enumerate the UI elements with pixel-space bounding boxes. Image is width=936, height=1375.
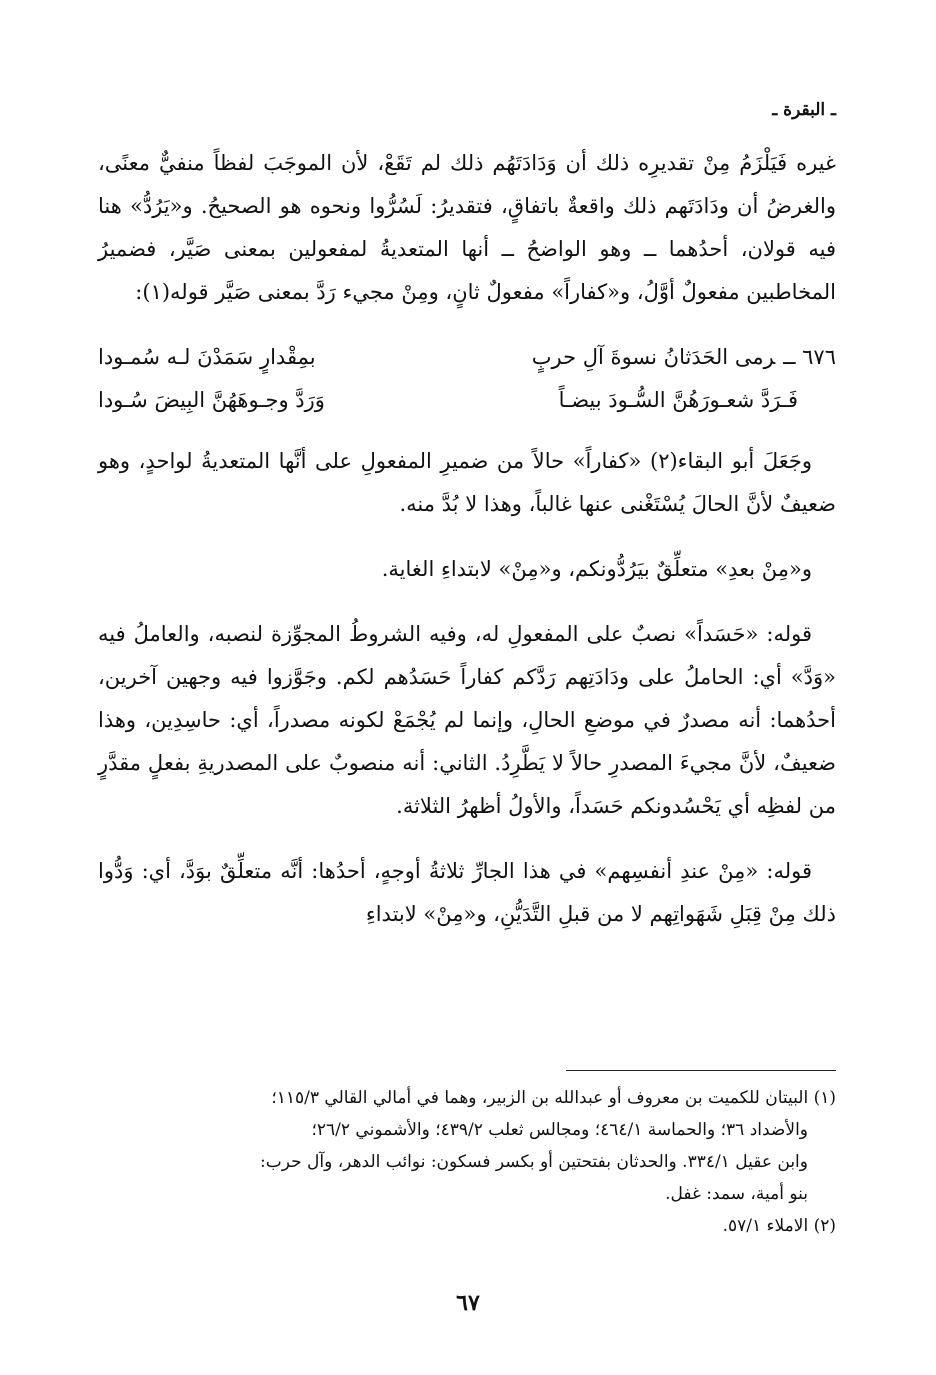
footnote-1-line-1: (١) البيتان للكميت بن معروف أو عبدالله بن الزبير، وهما في أمالي القالي ١١٥/٣؛	[271, 1088, 836, 1108]
footnotes	[98, 1082, 836, 1242]
paragraph-1: غيره فَيَلْزَمُ مِنْ تقديرِه ذلك أن وَدَادَتَهُم ذلك لم تَقَعْ، لأن الموجَبَ لفظاً منفيٌّ معنًى، والغرضُ أن ودَادَتَهم ذلك واقعةٌ باتفاقٍ، فتقديرُ: لَسُرُّوا ونحوه هو الصحيحُ. و«يَرُدُّ» هنا فيه قولان، أحدُهما ــ وهو الواضحُ ــ أنها المتعديةُ لمفعولين بمعنى صَيَّر، فضميرُ المخاطبين مفعولٌ أوَّلُ، و«كفاراً» مفعولٌ ثانٍ، ومِنْ مجيء رَدَّ بمعنى صَيَّر قوله(١):	[98, 151, 836, 304]
footnote-1-line-3: وابن عقيل ٣٣٤/١. والحدثان بفتحتين أو بكسر فسكون: نوائب الدهر، وآل حرب:	[259, 1152, 808, 1172]
verse-line-1	[98, 336, 836, 379]
verse-hemistich-1-2: بمِقْدارٍ سَمَدْنَ لـه سُمـودا	[98, 345, 316, 369]
paragraph-5: قوله: «مِنْ عندِ أنفسِهم» في هذا الجارِّ ثلاثةُ أوجهٍ، أحدُها: أنَّه متعلِّقٌ بوَدَّ، أي: وَدُّوا ذلك مِنْ قِبَلِ شَهَواتِهم لا من قبلِ التَّدَيُّنِ، و«مِنْ» لابتداءِ	[98, 859, 836, 926]
main-text	[98, 142, 836, 936]
verse-block	[98, 336, 836, 422]
footnote-separator	[566, 1070, 836, 1071]
verse-hemistich-2-1: فَـرَدَّ شعـورَهُنَّ السُّـودَ بيضـاً	[558, 388, 798, 412]
verse-line1-first-text: رمى الحَدَثانُ نسوةَ آلِ حربٍ	[531, 345, 776, 369]
running-title: ـ البقرة ـ	[772, 100, 836, 120]
footnote-2: (٢) الاملاء ٥٧/١.	[722, 1216, 836, 1236]
verse-hemistich-1-1	[532, 336, 836, 379]
paragraph-3: و«مِنْ بعدِ» متعلِّقٌ بيَرُدُّونكم، و«مِنْ» لابتداءِ الغاية.	[381, 557, 812, 581]
verse-line-2	[98, 379, 836, 422]
verse-number: ٦٧٦ ــ	[783, 345, 836, 369]
paragraph-2: وجَعَلَ أبو البقاء(٢) «كفاراً» حالاً من ضميرِ المفعولِ على أنَّها المتعديةُ لواحدٍ، وهو ضعيفٌ لأنَّ الحالَ يُسْتَغْنى عنها غالباً، وهذا لا بُدَّ منه.	[98, 449, 836, 516]
page-number: ٦٧	[456, 1290, 480, 1316]
paragraph-4: قوله: «حَسَداً» نصبٌ على المفعولِ له، وفيه الشروطُ المجوِّزة لنصبه، والعاملُ فيه «وَدَّ» أي: الحاملُ على ودَادَتِهم رَدَّكم كفاراً حَسَدُهم لكم. وجَوَّزوا فيه وجهين آخرين، أحدُهما: أنه مصدرٌ في موضعِ الحالِ، وإنما لم يُجْمَعْ لكونه مصدراً، أي: حاسِدِين، وهذا ضعيفٌ، لأنَّ مجيءَ المصدرِ حالاً لا يَطَّرِدُ. الثاني: أنه منصوبٌ على المصدريةِ بفعلٍ مقدَّرٍ من لفظِه أي يَحْسُدونكم حَسَداً، والأولُ أظهرُ الثلاثة.	[98, 622, 836, 818]
verse-hemistich-2-2: وَرَدَّ وجـوهَهُنَّ البِيضَ سُـودا	[98, 388, 325, 412]
footnote-1-line-4: بنو أمية، سمد: غفل.	[665, 1184, 808, 1204]
footnote-1-line-2: والأضداد ٣٦؛ والحماسة ٤٦٤/١؛ ومجالس ثعلب ٤٣٩/٢؛ والأشموني ٢٦/٢؛	[311, 1120, 808, 1140]
